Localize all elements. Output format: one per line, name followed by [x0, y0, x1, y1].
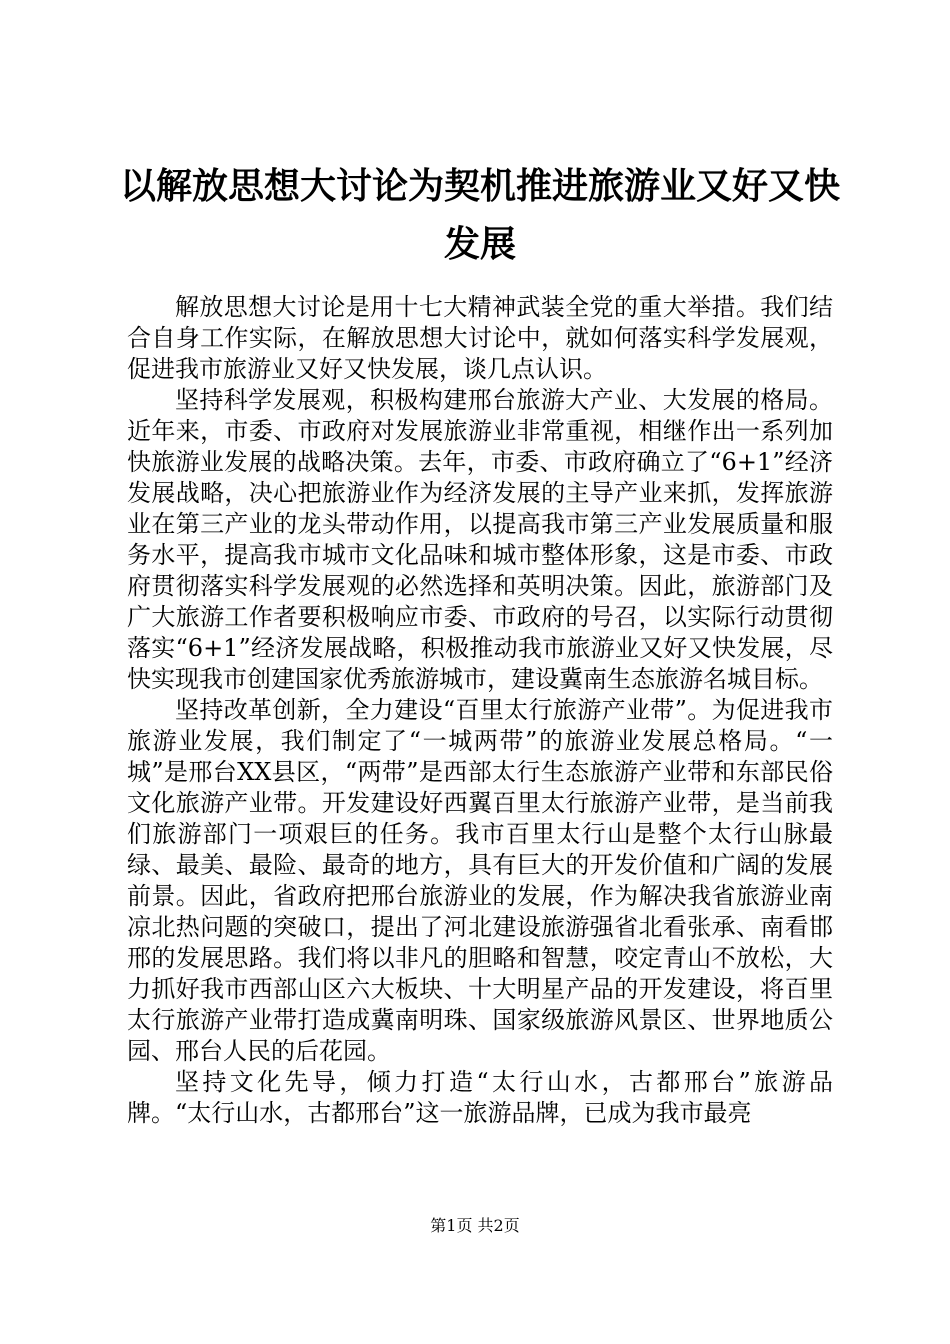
paragraph-scientific-development: 坚持科学发展观，积极构建邢台旅游大产业、大发展的格局。近年来，市委、市政府对发展旅游业非常重视，相继作出一系列加快旅游业发展的战略决策。去年，市委、市政府确立了“6+1”经济发展战略，决心把旅游业作为经济发展的主导产业来抓，发挥旅游业在第三产业的龙头带动作用，以提高我市第三产业发展质量和服务水平，提高我市城市文化品味和城市整体形象，这是市委、市政府贯彻落实科学发展观的必然选择和英明决策。因此，旅游部门及广大旅游工作者要积极响应市委、市政府的号召，以实际行动贯彻落实“6+1”经济发展战略，积极推动我市旅游业又好又快发展，尽快实现我市创建国家优秀旅游城市，建设冀南生态旅游名城目标。: [127, 386, 833, 693]
paragraph-intro: 解放思想大讨论是用十七大精神武装全党的重大举措。我们结合自身工作实际，在解放思想大讨论中，就如何落实科学发展观，促进我市旅游业又好又快发展，谈几点认识。: [127, 293, 833, 383]
paragraph-culture-brand: 坚持文化先导，倾力打造“太行山水，古都邢台”旅游品牌。“太行山水，古都邢台”这一旅游品牌，已成为我市最亮: [127, 1068, 833, 1127]
page-number-footer: 第1页 共2页: [430, 1216, 520, 1235]
document-title: 以解放思想大讨论为契机推进旅游业又好又快发展: [119, 165, 840, 265]
document-body: [127, 292, 833, 1129]
paragraph-reform-innovation: 坚持改革创新，全力建设“百里太行旅游产业带”。为促进我市旅游业发展，我们制定了“一城两带”的旅游业发展总格局。“一城”是邢台XX县区，“两带”是西部太行生态旅游产业带和东部民俗文化旅游产业带。开发建设好西翼百里太行旅游产业带，是当前我们旅游部门一项艰巨的任务。我市百里太行山是整个太行山脉最绿、最美、最险、最奇的地方，具有巨大的开发价值和广阔的发展前景。因此，省政府把邢台旅游业的发展，作为解决我省旅游业南凉北热问题的突破口，提出了河北建设旅游强省北看张承、南看邯邢的发展思路。我们将以非凡的胆略和智慧，咬定青山不放松，大力抓好我市西部山区六大板块、十大明星产品的开发建设，将百里太行旅游产业带打造成冀南明珠、国家级旅游风景区、世界地质公园、邢台人民的后花园。: [127, 696, 833, 1065]
